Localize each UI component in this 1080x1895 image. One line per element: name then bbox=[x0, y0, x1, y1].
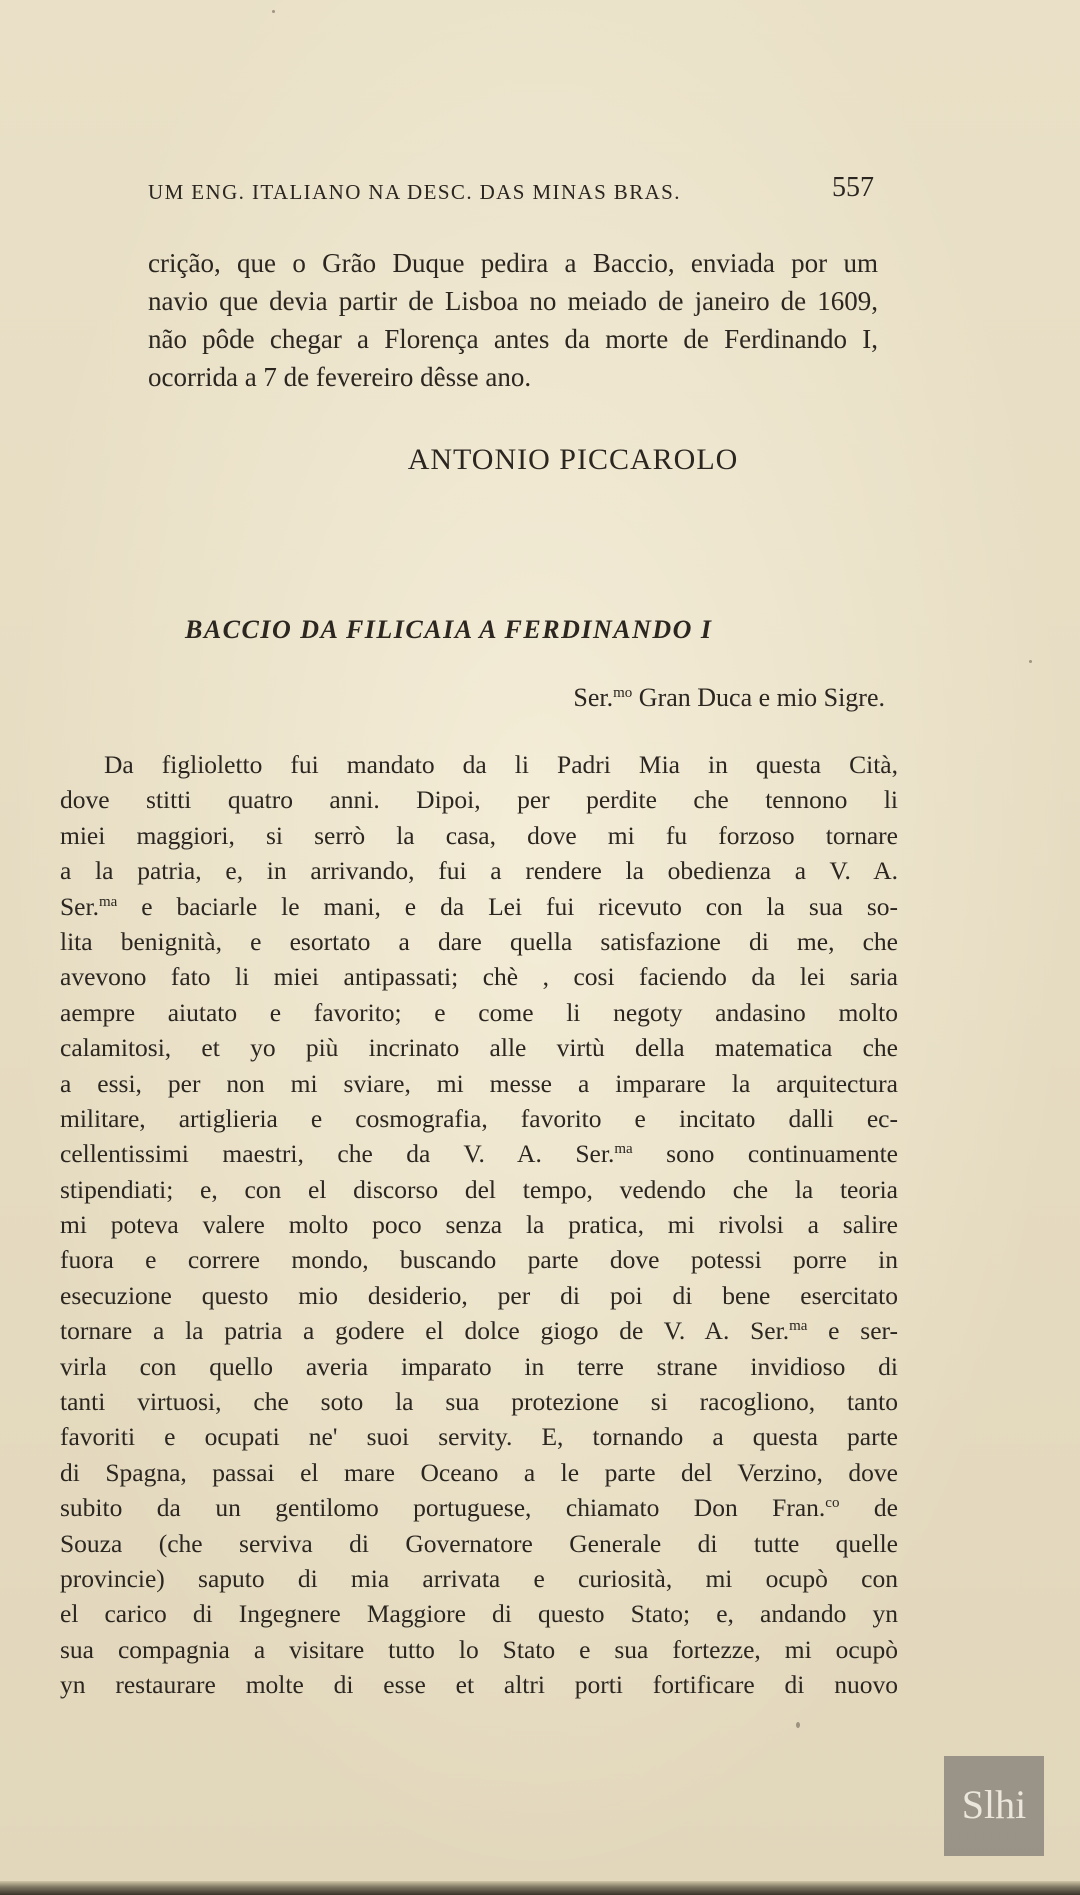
intro-line: crição, que o Grão Duque pedira a Baccio, enviada por um bbox=[148, 248, 878, 278]
intro-line: não pôde chegar a Florença antes da morte de Ferdinando I, bbox=[148, 324, 878, 354]
letter-line: avevono fato li miei antipassati; chè , cosi faciendo da lei saria bbox=[60, 962, 898, 992]
intro-line: navio que devia partir de Lisboa no meiado de janeiro de 1609, bbox=[148, 286, 878, 316]
letter-line: provincie) saputo di mia arrivata e curiosità, mi ocupò con bbox=[60, 1563, 898, 1593]
author-signature: ANTONIO PICCAROLO bbox=[407, 443, 739, 476]
letter-line: Ser.$^{ma}$ e baciarle le mani, e da Lei fui ricevuto con la sua so- bbox=[60, 891, 898, 921]
letter-line: a essi, per non mi sviare, mi messe a imparare la arquitectura bbox=[60, 1068, 898, 1098]
letter-line: di Spagna, passai el mare Oceano a le parte del Verzino, dove bbox=[60, 1457, 898, 1487]
letter-line: esecuzione questo mio desiderio, per di poi di bene esercitato bbox=[60, 1280, 898, 1310]
letter-line: dove stitti quatro anni. Dipoi, per perdite che tennono li bbox=[60, 785, 898, 815]
document-heading: BACCIO DA FILICAIA A FERDINANDO I bbox=[185, 615, 713, 644]
running-head-title: UM ENG. ITALIANO NA DESC. DAS MINAS BRAS. bbox=[148, 180, 681, 204]
page-number: 557 bbox=[832, 172, 874, 203]
salutation-rest: Gran Duca e mio Sigre. bbox=[632, 683, 885, 712]
page-bottom-edge bbox=[0, 1881, 1080, 1895]
letter-line: mi poteva valere molto poco senza la pratica, mi rivolsi a salire bbox=[60, 1210, 898, 1240]
letter-line: fuora e correre mondo, buscando parte dove potessi porre in bbox=[60, 1245, 898, 1275]
letter-line: calamitosi, et yo più incrinato alle virtù della matematica che bbox=[60, 1033, 898, 1063]
library-seal-logo bbox=[944, 1756, 1044, 1856]
paper-speck bbox=[272, 10, 275, 13]
salutation-superscript: mo bbox=[613, 685, 633, 701]
seal-lettering bbox=[944, 1756, 1044, 1856]
letter-line: yn restaurare molte di esse et altri porti fortificare di nuovo bbox=[60, 1670, 898, 1700]
letter-line: a la patria, e, in arrivando, fui a rendere la obedienza a V. A. bbox=[60, 856, 898, 886]
running-head bbox=[148, 172, 878, 212]
letter-line: sua compagnia a visitare tutto lo Stato e sua fortezze, mi ocupò bbox=[60, 1634, 898, 1664]
letter-line: tornare a la patria a godere el dolce giogo de V. A. Ser.$^{ma}$ e ser- bbox=[60, 1316, 898, 1346]
letter-body bbox=[60, 747, 898, 1703]
letter-line: cellentissimi maestri, che da V. A. Ser.$^{ma}$ sono continuamente bbox=[60, 1139, 898, 1169]
letter-line: el carico di Ingegnere Maggiore di questo Stato; e, andando yn bbox=[60, 1599, 898, 1629]
letter-line: tanti virtuosi, che soto la sua protezione si racogliono, tanto bbox=[60, 1387, 898, 1417]
paper-speck bbox=[1029, 660, 1032, 663]
letter-line: favoriti e ocupati ne' suoi servity. E, tornando a questa parte bbox=[60, 1422, 898, 1452]
intro-paragraph bbox=[148, 244, 878, 396]
letter-line: aempre aiutato e favorito; e come li negoty andasino molto bbox=[60, 997, 898, 1027]
letter-line: subito da un gentilomo portuguese, chiamato Don Fran.$^{co}$ de bbox=[60, 1493, 898, 1523]
letter-line: Souza (che serviva di Governatore Generale di tutte quelle bbox=[60, 1528, 898, 1558]
intro-line: ocorrida a 7 de fevereiro dêsse ano. bbox=[148, 362, 532, 392]
svg-text:Slhi: Slhi bbox=[961, 1782, 1027, 1827]
letter-line: stipendiati; e, con el discorso del tempo, vedendo che la teoria bbox=[60, 1174, 898, 1204]
letter-line: Da figlioletto fui mandato da li Padri Mia in questa Cità, bbox=[104, 750, 898, 779]
paper-speck bbox=[796, 1722, 800, 1728]
salutation-prefix: Ser. bbox=[573, 683, 614, 712]
letter-line: virla con quello averia imparato in terre strane invidioso di bbox=[60, 1351, 898, 1381]
letter-salutation bbox=[573, 683, 885, 713]
letter-line: lita benignità, e esortato a dare quella satisfazione di me, che bbox=[60, 926, 898, 956]
letter-line: militare, artiglieria e cosmografia, favorito e incitato dalli ec- bbox=[60, 1103, 898, 1133]
letter-line: miei maggiori, si serrò la casa, dove mi fu forzoso tornare bbox=[60, 820, 898, 850]
